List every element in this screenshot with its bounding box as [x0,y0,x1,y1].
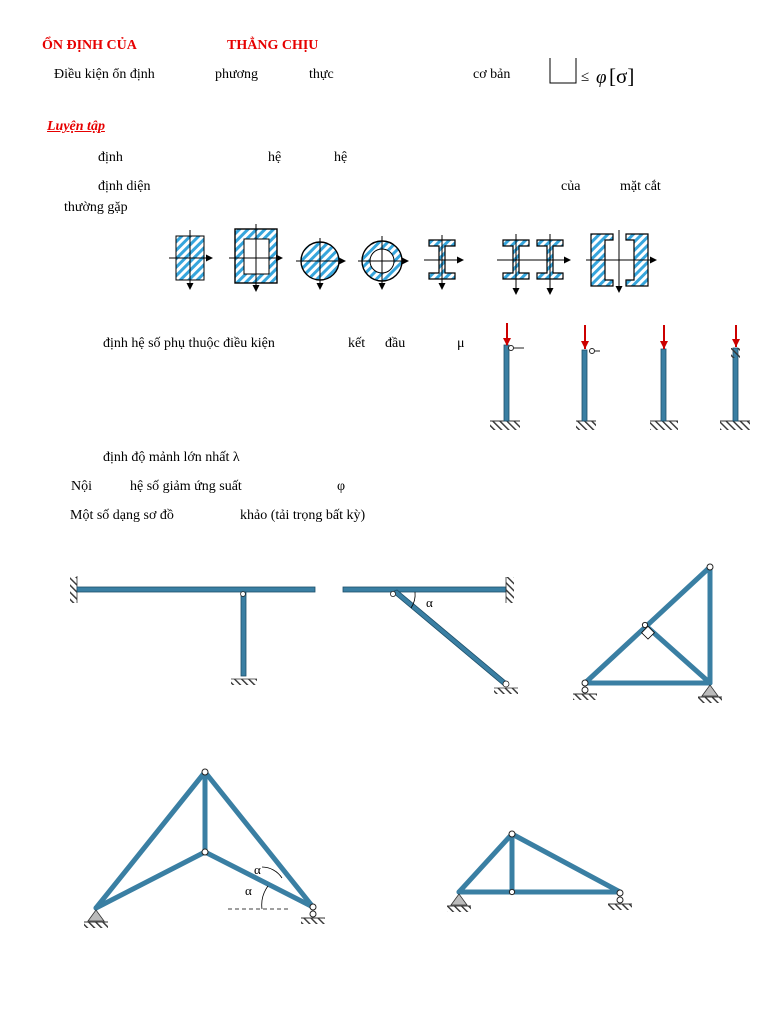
alpha-label-1: α [426,595,433,610]
practice-line2-c: mặt cắt [620,179,661,194]
formula-phi: φ [596,67,607,88]
column-fixed-fixed [720,325,750,430]
practice-line6-a: Một số dạng sơ đồ [70,508,174,523]
practice-line1-c: hệ [334,150,348,165]
section-circle [296,238,345,289]
practice-line5-b: hệ số giảm ứng suất [130,479,242,494]
alpha-label-3: α [245,883,252,898]
practice-line5-a: Nội [71,479,92,494]
formula-sigma: [σ] [609,64,635,88]
section-ring [358,236,408,289]
truss-a-shape [96,772,313,908]
alpha-label-2: α [254,862,261,877]
section-double-channel [586,230,656,292]
condition-word-3: thực [309,67,334,82]
practice-heading: Luyện tập [47,119,105,134]
practice-line1-a: định [98,150,123,165]
practice-line4: định độ mảnh lớn nhất λ [103,450,240,465]
section-hollow-rectangle [229,224,282,291]
practice-line6-b: khảo (tải trọng bất kỳ) [240,508,366,523]
section-i-beam [424,235,463,289]
practice-line2-a: định diện [98,179,151,194]
column-pinned-pinned [576,325,600,430]
column-fixed-free [650,325,678,430]
condition-word-2: phương [215,67,258,82]
frame-beam-column [70,576,315,685]
section-double-i-beam [497,234,570,294]
title-part1: ỔN ĐỊNH CỦA [42,38,137,53]
practice-line2-b: của [561,179,581,194]
truss-roof [459,834,620,892]
practice-line5-c: φ [337,479,346,494]
practice-line3-c: đầu [385,336,406,351]
practice-line3-b: kết [348,336,366,351]
formula-leq: ≤ [581,69,590,85]
condition-word-4: cơ bản [473,67,511,82]
practice-line3-a: định hệ số phụ thuộc điều kiện [103,336,275,351]
title-part2: THẲNG CHỊU [227,38,319,53]
practice-line2b: thường gặp [64,200,128,215]
practice-line1-b: hệ [268,150,282,165]
condition-word-1: Điều kiện ổn định [54,67,155,82]
section-rectangle [169,230,212,289]
practice-line3-d: μ [457,336,465,351]
column-fixed-pinned [490,323,524,430]
